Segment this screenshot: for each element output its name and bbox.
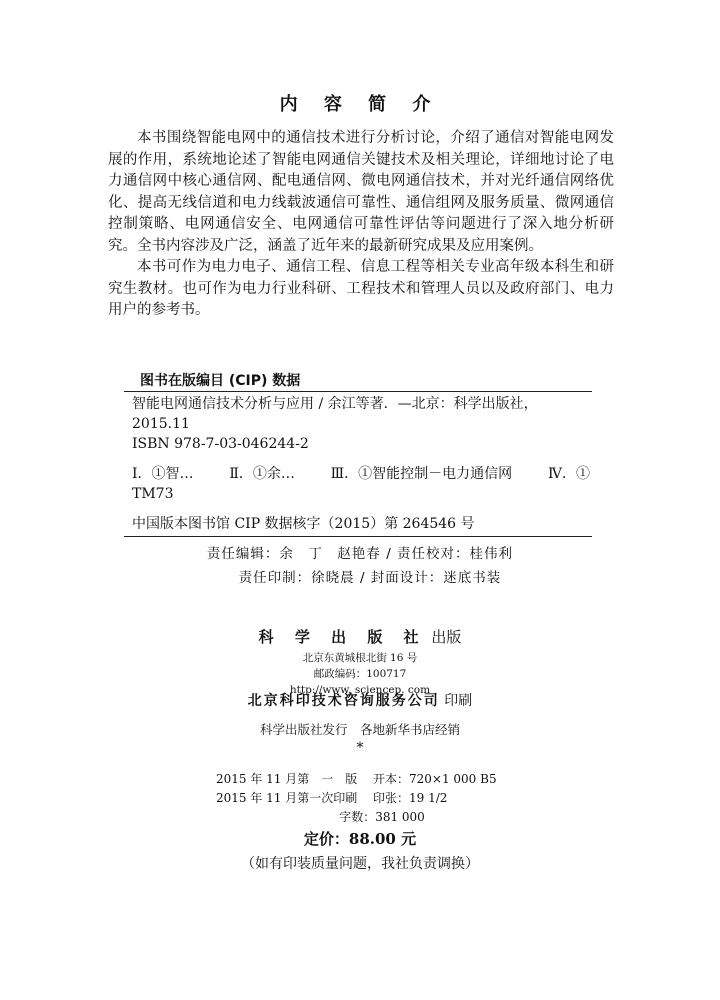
cip-block (132, 394, 590, 534)
spec-format: 开本：720×1 000 B5 (373, 772, 497, 786)
spec-edition: 2015 年 11 月第 一 版 (216, 772, 358, 786)
cip-classification (132, 464, 590, 484)
cip-class-4: Ⅳ．① (548, 466, 590, 482)
intro-paragraph-1: 本书围绕智能电网中的通信技术进行分析讨论，介绍了通信对智能电网发展的作用，系统地论述了智能电网通信关键技术及相关理论，详细地讨论了电力通信网中核心通信网、配电通信网、微电网通信技术，并对光纤通信网络优化、提高无线信道和电力线载波通信可靠性、通信组网及服务质量、微网通信控制策略、电网通信安全、电网通信可靠性评估等问题进行了深入地分析研究。全书内容涉及广泛，涵盖了近年来的最新研究成果及应用案例。 (108, 130, 614, 254)
cip-class-1: Ⅰ．①智… (132, 466, 194, 482)
cip-data-number: 中国版本图书馆 CIP 数据核字（2015）第 264546 号 (132, 516, 475, 532)
printer-line (0, 690, 720, 710)
cip-top-rule (124, 391, 592, 392)
quality-note: （如有印装质量问题，我社负责调换） (241, 856, 479, 872)
publisher-url: http://www. sciencep. com (289, 684, 431, 696)
publisher-address: 北京东黄城根北街 16 号 (302, 652, 418, 664)
publisher-block (0, 626, 720, 698)
publisher-suffix: 出版 (431, 628, 462, 646)
editors-block (0, 542, 720, 590)
cip-bottom-rule (124, 536, 592, 537)
page-title: 内 容 简 介 (279, 94, 441, 115)
cip-tm-code: TM73 (132, 486, 174, 502)
price: 定价：88.00 元 (303, 830, 417, 848)
distribution-line: 科学出版社发行 各地新华书店经销 (259, 722, 460, 737)
editors-line-1: 责任编辑：余 丁 赵艳春 / 责任校对：桂伟利 (206, 546, 514, 562)
specs-block (0, 770, 720, 827)
separator-star: * (356, 740, 364, 756)
printer-name: 北京科印技术咨询服务公司 (247, 693, 440, 709)
publisher-name: 科 学 出 版 社 (258, 628, 427, 646)
cip-isbn: ISBN 978-7-03-046244-2 (132, 436, 309, 452)
intro-paragraph-2: 本书可作为电力电子、通信工程、信息工程等相关专业高年级本科生和研究生教材。也可作为电力行业科研、工程技术和管理人员以及政府部门、电力用户的参考书。 (108, 259, 614, 318)
spec-words: 字数：381 000 (339, 810, 425, 824)
printer-suffix: 印刷 (444, 693, 473, 709)
cip-class-2: Ⅱ．①余… (229, 466, 295, 482)
editors-line-2: 责任印制：徐晓晨 / 封面设计：迷底书装 (238, 570, 502, 586)
cip-class-3: Ⅲ．①智能控制－电力通信网 (330, 466, 513, 482)
cip-title-line: 智能电网通信技术分析与应用 / 余江等著．—北京：科学出版社， (132, 396, 538, 412)
spec-printing: 2015 年 11 月第一次印刷 (216, 791, 358, 805)
cip-date-line: 2015.11 (132, 416, 190, 432)
cip-heading: 图书在版编目 (CIP) 数据 (140, 373, 301, 389)
publisher-postcode: 邮政编码：100717 (313, 668, 407, 680)
spec-sheets: 印张：19 1/2 (373, 791, 448, 805)
intro-section (108, 128, 614, 322)
publisher-line (0, 626, 720, 647)
